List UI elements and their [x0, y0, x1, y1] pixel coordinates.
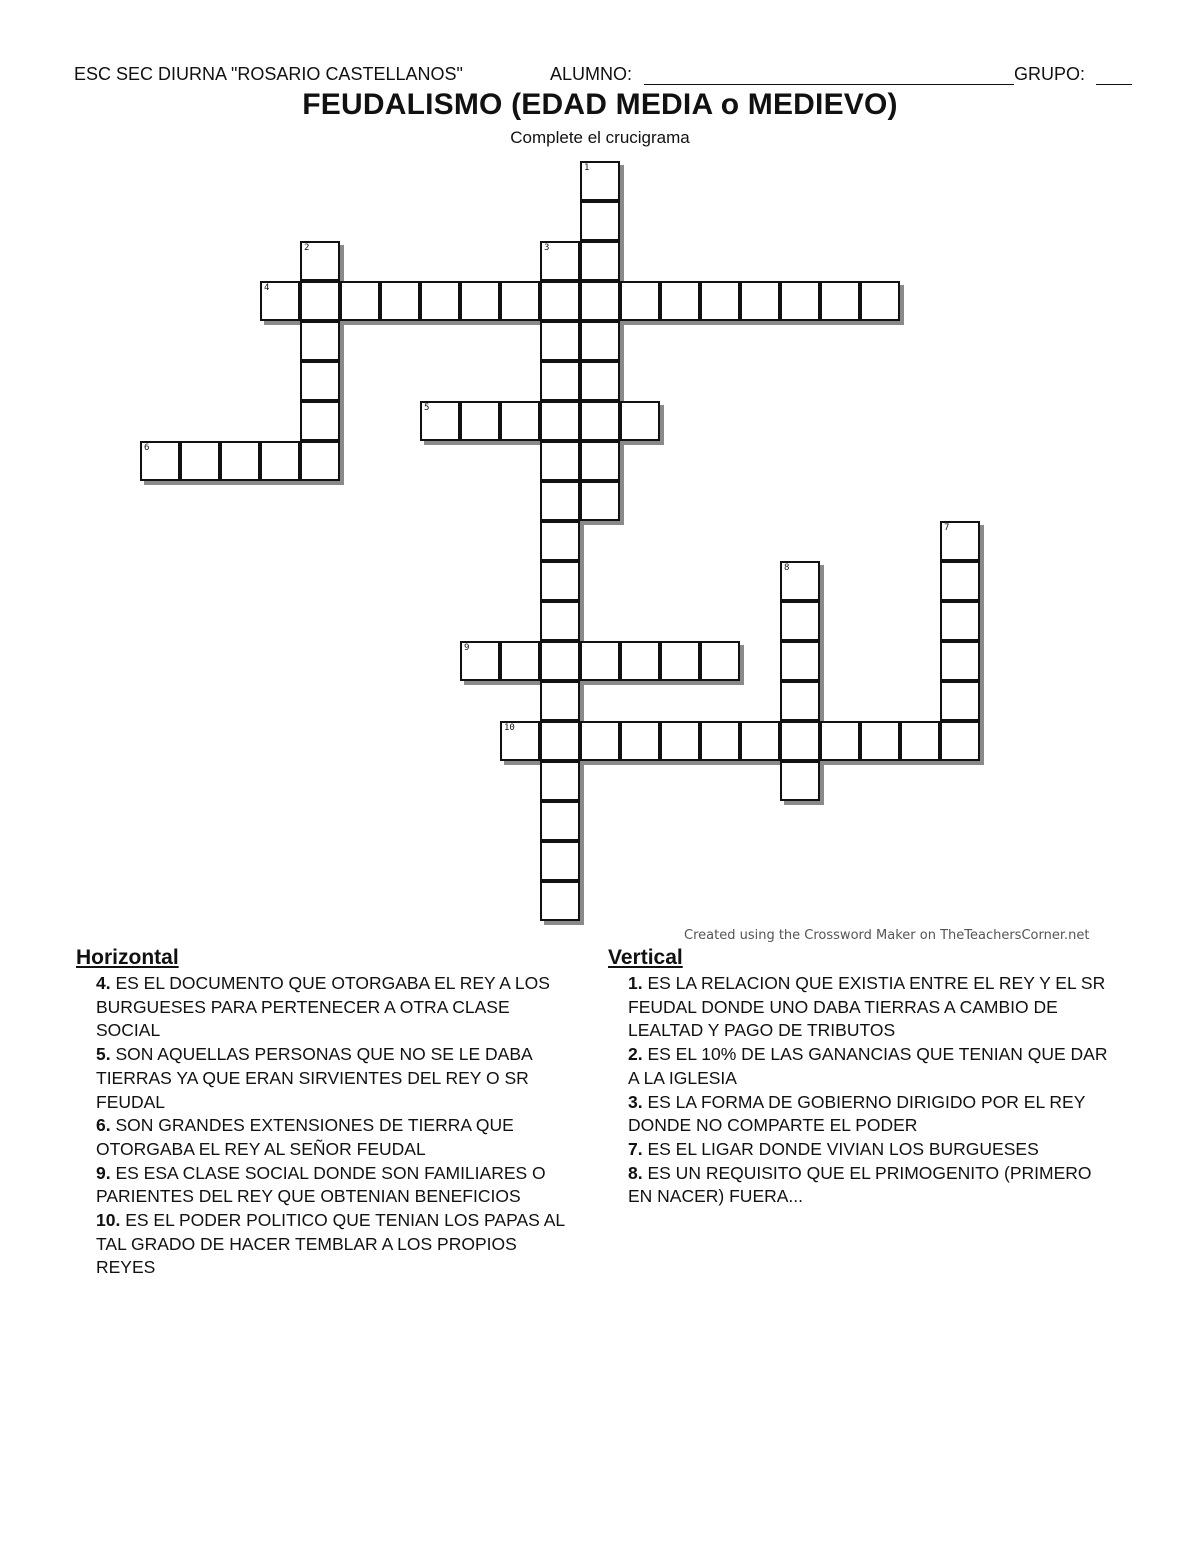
crossword-cell[interactable] [420, 281, 460, 321]
crossword-cell[interactable] [940, 561, 980, 601]
clue-item-number: 9. [96, 1162, 111, 1183]
crossword-cell[interactable] [580, 161, 620, 201]
crossword-cell[interactable] [940, 721, 980, 761]
crossword-cell[interactable] [740, 281, 780, 321]
clue-item [76, 972, 576, 1043]
across-clue-list [76, 972, 576, 1280]
clue-item-number: 3. [628, 1091, 643, 1112]
crossword-cell[interactable] [340, 281, 380, 321]
crossword-cell[interactable] [940, 641, 980, 681]
clue-item-text: ES EL 10% DE LAS GANANCIAS QUE TENIAN QUE DAR A LA IGLESIA [628, 1044, 1108, 1088]
crossword-cell[interactable] [620, 721, 660, 761]
crossword-cell[interactable] [580, 241, 620, 281]
crossword-cell[interactable] [460, 281, 500, 321]
crossword-cell[interactable] [780, 761, 820, 801]
crossword-cell[interactable] [540, 361, 580, 401]
down-clue-list [608, 972, 1108, 1209]
crossword-cell[interactable] [300, 281, 340, 321]
clue-item-text: ES EL DOCUMENTO QUE OTORGABA EL REY A LOS BURGUESES PARA PERTENECER A OTRA CLASE SOCIAL [96, 973, 550, 1041]
clue-item-number: 8. [628, 1162, 643, 1183]
clue-item-number: 7. [628, 1138, 643, 1159]
crossword-cell[interactable] [260, 281, 300, 321]
clue-item-text: ES ESA CLASE SOCIAL DONDE SON FAMILIARES O PARIENTES DEL REY QUE OBTENIAN BENEFICIOS [96, 1162, 546, 1207]
crossword-cell[interactable] [900, 721, 940, 761]
crossword-cell[interactable] [660, 281, 700, 321]
crossword-cell[interactable] [380, 281, 420, 321]
clue-number: 7 [944, 523, 950, 533]
crossword-cell[interactable] [300, 401, 340, 441]
clue-item-text: ES EL PODER POLITICO QUE TENIAN LOS PAPAS AL TAL GRADO DE HACER TEMBLAR A LOS PROPIOS REYES [96, 1210, 565, 1278]
student-label: ALUMNO: [550, 64, 633, 84]
clue-number: 10 [504, 723, 515, 733]
crossword-cell[interactable] [580, 721, 620, 761]
clue-item-text: ES EL LIGAR DONDE VIVIAN LOS BURGUESES [642, 1138, 1039, 1159]
crossword-cell[interactable] [220, 441, 260, 481]
crossword-cell[interactable] [580, 321, 620, 361]
clue-item-text: SON AQUELLAS PERSONAS QUE NO SE LE DABA TIERRAS YA QUE ERAN SIRVIENTES DEL REY O SR FEUDAL [96, 1044, 532, 1112]
clue-item [608, 1162, 1108, 1209]
clue-number: 5 [424, 403, 430, 413]
across-clues [76, 944, 576, 1280]
clue-item-text: ES LA FORMA DE GOBIERNO DIRIGIDO POR EL REY DONDE NO COMPARTE EL PODER [628, 1091, 1086, 1136]
crossword-cell[interactable] [500, 401, 540, 441]
down-clues [608, 944, 1108, 1209]
crossword-cell[interactable] [540, 601, 580, 641]
crossword-cell[interactable] [140, 441, 180, 481]
crossword-cell[interactable] [180, 441, 220, 481]
clue-item-number: 10. [96, 1210, 121, 1231]
clue-item-text: ES UN REQUISITO QUE EL PRIMOGENITO (PRIMERO EN NACER) FUERA... [628, 1162, 1092, 1207]
crossword-cell[interactable] [420, 401, 460, 441]
clue-item-number: 2. [628, 1044, 643, 1065]
crossword-cell[interactable] [820, 281, 860, 321]
crossword-cell[interactable] [540, 721, 580, 761]
crossword-cell[interactable] [860, 721, 900, 761]
clue-item [76, 1162, 576, 1209]
crossword-cell[interactable] [580, 201, 620, 241]
clue-number: 2 [304, 243, 310, 253]
crossword-cell[interactable] [780, 601, 820, 641]
crossword-cell[interactable] [460, 641, 500, 681]
crossword-cell[interactable] [540, 561, 580, 601]
crossword-cell[interactable] [540, 401, 580, 441]
crossword-cell[interactable] [540, 481, 580, 521]
crossword-cell[interactable] [260, 441, 300, 481]
crossword-cell[interactable] [580, 641, 620, 681]
crossword-cell[interactable] [540, 841, 580, 881]
crossword-cell[interactable] [780, 281, 820, 321]
clue-item-text: ES LA RELACION QUE EXISTIA ENTRE EL REY Y EL SR FEUDAL DONDE UNO DABA TIERRAS A CAMBIO DE LEALTAD Y PAGO DE TRIBUTOS [628, 973, 1106, 1041]
crossword-cell[interactable] [500, 721, 540, 761]
clue-item-number: 5. [96, 1044, 111, 1065]
crossword-cell[interactable] [620, 401, 660, 441]
clue-number: 4 [264, 283, 270, 293]
crossword-cell[interactable] [500, 641, 540, 681]
clue-number: 6 [144, 443, 150, 453]
clue-item [76, 1043, 576, 1114]
crossword-cell[interactable] [940, 601, 980, 641]
crossword-cell[interactable] [780, 561, 820, 601]
clue-item-text: SON GRANDES EXTENSIONES DE TIERRA QUE OTORGABA EL REY AL SEÑOR FEUDAL [96, 1115, 514, 1159]
crossword-cell[interactable] [540, 241, 580, 281]
crossword-cell[interactable] [940, 521, 980, 561]
clue-item-number: 4. [96, 973, 111, 993]
school-name: ESC SEC DIURNA "ROSARIO CASTELLANOS" [74, 64, 463, 84]
crossword-cell[interactable] [940, 681, 980, 721]
clue-item-number: 6. [96, 1115, 111, 1136]
worksheet-title: FEUDALISMO (EDAD MEDIA o MEDIEVO) [302, 88, 898, 121]
crossword-cell[interactable] [540, 441, 580, 481]
credit-note: Created using the Crossword Maker on TheTeachersCorner.net [684, 928, 1090, 943]
crossword-cell[interactable] [460, 401, 500, 441]
crossword-cell[interactable] [580, 441, 620, 481]
clue-item [608, 1138, 1108, 1162]
crossword-cell[interactable] [820, 721, 860, 761]
crossword-cell[interactable] [540, 281, 580, 321]
crossword-cell[interactable] [540, 521, 580, 561]
crossword-cell[interactable] [780, 681, 820, 721]
crossword-cell[interactable] [540, 681, 580, 721]
crossword-cell[interactable] [660, 641, 700, 681]
crossword-cell[interactable] [660, 721, 700, 761]
crossword-cell[interactable] [540, 641, 580, 681]
clue-number: 3 [544, 243, 550, 253]
crossword-cell[interactable] [780, 721, 820, 761]
crossword-cell[interactable] [300, 241, 340, 281]
across-heading: Horizontal [76, 946, 179, 969]
clue-number: 1 [584, 163, 590, 173]
crossword-cell[interactable] [300, 321, 340, 361]
clue-item [76, 1114, 576, 1161]
crossword-cell[interactable] [540, 761, 580, 801]
crossword-cell[interactable] [580, 361, 620, 401]
crossword-cell[interactable] [620, 641, 660, 681]
crossword-cell[interactable] [540, 321, 580, 361]
crossword-cell[interactable] [620, 281, 660, 321]
crossword-cell[interactable] [300, 361, 340, 401]
crossword-cell[interactable] [300, 441, 340, 481]
crossword-cell[interactable] [860, 281, 900, 321]
crossword-cell[interactable] [580, 481, 620, 521]
crossword-cell[interactable] [540, 881, 580, 921]
clue-item [608, 1091, 1108, 1138]
clue-item [608, 972, 1108, 1043]
crossword-cell[interactable] [700, 641, 740, 681]
worksheet-subtitle: Complete el crucigrama [510, 128, 690, 147]
clue-item-number: 1. [628, 973, 643, 993]
crossword-cell[interactable] [700, 281, 740, 321]
crossword-cell[interactable] [700, 721, 740, 761]
crossword-cell[interactable] [580, 401, 620, 441]
down-heading: Vertical [608, 946, 683, 969]
crossword-cell[interactable] [500, 281, 540, 321]
clue-item [76, 1209, 576, 1280]
clue-number: 8 [784, 563, 790, 573]
crossword-cell[interactable] [780, 641, 820, 681]
clue-item [608, 1043, 1108, 1090]
clue-number: 9 [464, 643, 470, 653]
crossword-cell[interactable] [580, 281, 620, 321]
group-label: GRUPO: [1014, 64, 1086, 84]
crossword-cell[interactable] [540, 801, 580, 841]
crossword-cell[interactable] [740, 721, 780, 761]
